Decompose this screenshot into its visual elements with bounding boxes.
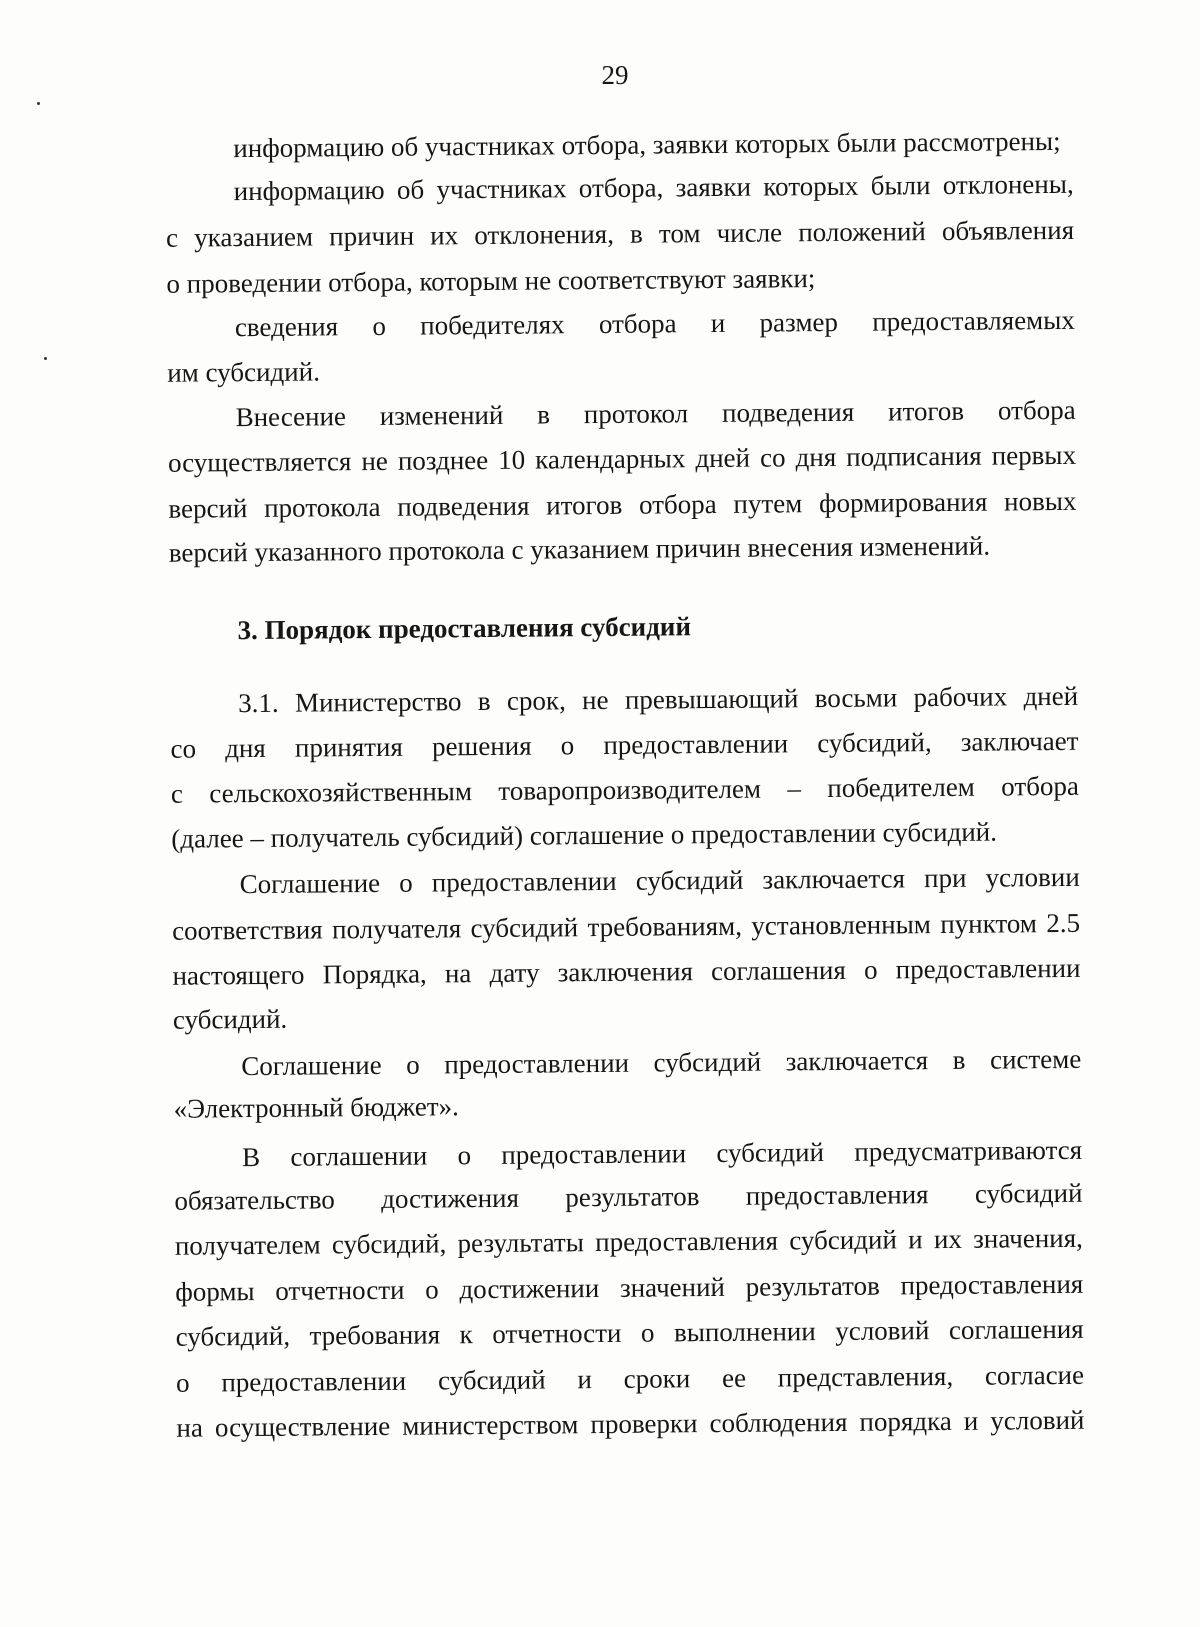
text-line: Соглашение о предоставлении субсидий заключается при условии [239, 861, 1080, 900]
text-line: Соглашение о предоставлении субсидий заключается в системе [241, 1043, 1082, 1082]
text-line: В соглашении о предоставлении субсидий предусматриваются [241, 1134, 1083, 1173]
text-line: осуществляется не позднее 10 календарных дней со дня подписания первых [167, 439, 1077, 478]
text-line: версий протокола подведения итогов отбора путем формирования новых [168, 485, 1077, 524]
text-line: «Электронный бюджет». [173, 1091, 459, 1124]
text-line: со дня принятия решения о предоставлении субсидий, заключает [170, 725, 1079, 764]
text-line: (далее – получатель субсидий) соглашение о предоставлении субсидий. [171, 816, 998, 854]
text-line: информацию об участниках отбора, заявки которых были рассмотрены; [233, 125, 1061, 164]
text-line: информацию об участниках отбора, заявки которых были отклонены, [233, 168, 1074, 207]
section-heading: 3. Порядок предоставления субсидий [237, 611, 692, 646]
text-line: сведения о победителях отбора и размер предоставляемых [234, 304, 1075, 343]
text-line: обязательство достижения результатов предоставления субсидий [174, 1177, 1083, 1216]
text-line: настоящего Порядка, на дату заключения соглашения о предоставлении [172, 952, 1081, 991]
text-line: 3.1. Министерство в срок, не превышающий восьми рабочих дней [238, 680, 1079, 719]
text-line: получателем субсидий, результаты предоставления субсидий и их значения, [174, 1222, 1083, 1261]
text-line: субсидий, требования к отчетности о выполнении условий соглашения [175, 1313, 1084, 1352]
text-line: на осуществление министерством проверки соблюдения порядка и условий [176, 1404, 1085, 1443]
text-line: субсидий. [172, 1003, 288, 1035]
text-line: с сельскохозяйственным товаропроизводителем – победителем отбора [170, 770, 1080, 809]
text-line: о предоставлении субсидий и сроки ее представления, согласие [175, 1359, 1085, 1398]
page-number: 29 [601, 60, 629, 90]
text-line: им субсидий. [167, 356, 321, 388]
text-line: соответствия получателя субсидий требованиям, установленным пунктом 2.5 [171, 907, 1081, 946]
text-line: формы отчетности о достижении значений результатов предоставления [175, 1268, 1084, 1307]
text-line: версий указанного протокола с указанием причин внесения изменений. [168, 530, 991, 568]
text-line: с указанием причин их отклонения, в том числе положений объявления [165, 214, 1075, 253]
text-line: Внесение изменений в протокол подведения итогов отбора [235, 394, 1076, 433]
text-line: о проведении отбора, которым не соответствуют заявки; [166, 263, 816, 299]
